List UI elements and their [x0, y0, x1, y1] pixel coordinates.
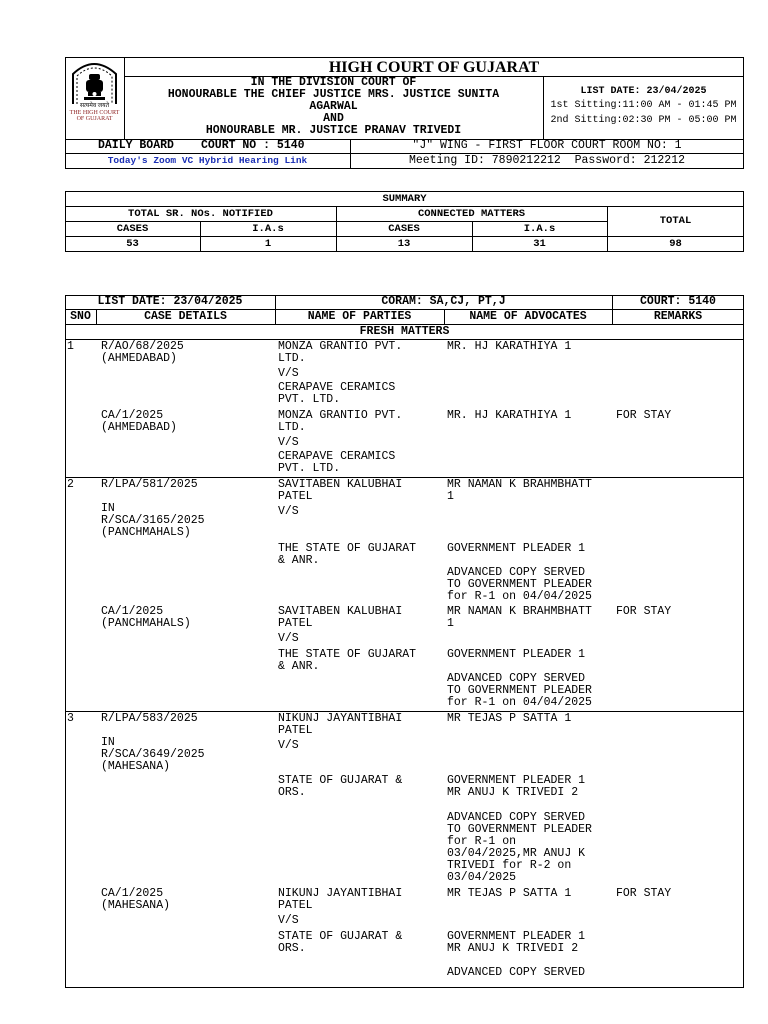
entry-2-connected: IN R/SCA/3165/2025 (PANCHMAHALS): [101, 502, 205, 539]
summary-line-1: [65, 206, 744, 207]
list-coram: CORAM: SA,CJ, PT,J: [381, 295, 506, 308]
entry-2a-remarks: FOR STAY: [616, 605, 672, 618]
summary-total-header: TOTAL: [659, 215, 692, 227]
entry-3-respondent: STATE OF GUJARAT & ORS.: [278, 774, 403, 799]
summary-ias-value: 1: [264, 238, 272, 250]
summary-conn-ias-value: 31: [533, 238, 546, 250]
entry-3-case: R/LPA/583/2025: [101, 712, 198, 725]
entry-2-vs: V/S: [278, 505, 299, 518]
entry-3-advocate-1: MR TEJAS P SATTA 1: [447, 712, 572, 725]
entry-1a-remarks: FOR STAY: [616, 409, 672, 422]
entry-2-petitioner: SAVITABEN KALUBHAI PATEL: [278, 478, 403, 503]
entry-2a-vs: V/S: [278, 632, 299, 645]
header-list-date: LIST DATE: 23/04/2025: [580, 86, 707, 97]
summary-ias-header: I.A.s: [252, 223, 284, 235]
entry-3a-respondent: STATE OF GUJARAT & ORS.: [278, 930, 403, 955]
summary-connected: CONNECTED MATTERS: [417, 208, 526, 220]
entry-2a-case: CA/1/2025 (PANCHMAHALS): [101, 605, 191, 630]
entry-3a-case: CA/1/2025 (MAHESANA): [101, 887, 171, 912]
list-date: LIST DATE: 23/04/2025: [97, 295, 243, 308]
summary-line-3: [65, 236, 744, 237]
col-header-advocates: NAME OF ADVOCATES: [469, 310, 587, 323]
entry-3-advocate-2: GOVERNMENT PLEADER 1 MR ANUJ K TRIVEDI 2: [447, 774, 586, 799]
entry-3-service-note: ADVANCED COPY SERVED TO GOVERNMENT PLEADER for R-1 on 03/04/2025,MR ANUJ K TRIVEDI for R-2 on 03/04/2025: [447, 811, 592, 884]
entry-3-connected: IN R/SCA/3649/2025 (MAHESANA): [101, 736, 205, 773]
entry-1a-respondent: CERAPAVE CERAMICS PVT. LTD.: [278, 450, 396, 475]
summary-cases-header: CASES: [116, 223, 149, 235]
court-number: COURT NO : 5140: [201, 139, 305, 152]
entry-1a-case: CA/1/2025 (AHMEDABAD): [101, 409, 177, 434]
entry-2-respondent: THE STATE OF GUJARAT & ANR.: [278, 542, 417, 567]
entry-2-case: R/LPA/581/2025: [101, 478, 198, 491]
summary-total-value: 98: [669, 238, 682, 250]
entry-2-service-note: ADVANCED COPY SERVED TO GOVERNMENT PLEADER for R-1 on 04/04/2025: [447, 566, 592, 603]
entry-3a-remarks: FOR STAY: [616, 887, 672, 900]
entry-1a-vs: V/S: [278, 436, 299, 449]
emblem-icon: [67, 60, 122, 106]
bench-line-4: AND: [323, 112, 344, 125]
first-sitting: 1st Sitting:11:00 AM - 01:45 PM: [550, 100, 737, 111]
entry-1-case: R/AO/68/2025 (AHMEDABAD): [101, 340, 184, 365]
entry-1a-advocate: MR. HJ KARATHIYA 1: [447, 409, 572, 422]
entry-2a-petitioner: SAVITABEN KALUBHAI PATEL: [278, 605, 403, 630]
bench-line-3: AGARWAL: [309, 100, 358, 113]
entry-3a-service-note: ADVANCED COPY SERVED: [447, 966, 586, 979]
logo-caption-2: OF GUJARAT: [76, 116, 113, 122]
col-header-remarks: REMARKS: [653, 310, 703, 323]
entry-3a-petitioner: NIKUNJ JAYANTIBHAI PATEL: [278, 887, 403, 912]
logo-caption-1: THE HIGH COURT: [69, 110, 120, 116]
fresh-matters-heading: FRESH MATTERS: [359, 325, 450, 338]
bench-line-5: HONOURABLE MR. JUSTICE PRANAV TRIVEDI: [205, 124, 462, 137]
entry-1-vs: V/S: [278, 367, 299, 380]
entry-2a-respondent: THE STATE OF GUJARAT & ANR.: [278, 648, 417, 673]
entry-2a-advocate-1: MR NAMAN K BRAHMBHATT 1: [447, 605, 592, 630]
col-header-parties: NAME OF PARTIES: [307, 310, 412, 323]
bench-line-2: HONOURABLE THE CHIEF JUSTICE MRS. JUSTICE SUNITA: [167, 88, 500, 101]
zoom-hearing-link[interactable]: Today's Zoom VC Hybrid Hearing Link: [107, 155, 308, 166]
entry-1-petitioner: MONZA GRANTIO PVT. LTD.: [278, 340, 403, 365]
meeting-credentials: Meeting ID: 7890212212 Password: 212212: [408, 154, 686, 167]
second-sitting: 2nd Sitting:02:30 PM - 05:00 PM: [550, 115, 737, 126]
entry-1a-petitioner: MONZA GRANTIO PVT. LTD.: [278, 409, 403, 434]
entry-3-sno: 3: [67, 712, 74, 725]
entry-2a-service-note: ADVANCED COPY SERVED TO GOVERNMENT PLEADER for R-1 on 04/04/2025: [447, 672, 592, 709]
summary-conn-ias-header: I.A.s: [523, 223, 556, 235]
court-emblem-logo: [67, 60, 122, 128]
entry-1-sno: 1: [67, 340, 74, 353]
entry-3-petitioner: NIKUNJ JAYANTIBHAI PATEL: [278, 712, 403, 737]
entry-3-vs: V/S: [278, 739, 299, 752]
summary-cases-value: 53: [126, 238, 139, 250]
bench-line-1: IN THE DIVISION COURT OF: [250, 76, 417, 89]
col-header-sno: SNO: [70, 310, 91, 323]
summary-conn-cases-header: CASES: [388, 223, 420, 235]
entry-3a-advocate-2: GOVERNMENT PLEADER 1 MR ANUJ K TRIVEDI 2: [447, 930, 586, 955]
wing-court-room: "J" WING - FIRST FLOOR COURT ROOM NO: 1: [412, 139, 682, 152]
col-header-case-details: CASE DETAILS: [144, 310, 227, 323]
summary-total-notified: TOTAL SR. NOs. NOTIFIED: [128, 208, 273, 220]
summary-conn-cases-value: 13: [397, 238, 411, 250]
court-title: HIGH COURT OF GUJARAT: [328, 59, 540, 76]
cause-list-table: [65, 295, 744, 988]
entry-1-advocate: MR. HJ KARATHIYA 1: [447, 340, 572, 353]
entry-1-respondent: CERAPAVE CERAMICS PVT. LTD.: [278, 381, 396, 406]
list-court: COURT: 5140: [640, 295, 716, 308]
entry-3a-advocate-1: MR TEJAS P SATTA 1: [447, 887, 572, 900]
entry-3a-vs: V/S: [278, 914, 299, 927]
daily-board-label: DAILY BOARD: [98, 139, 174, 152]
entry-2-sno: 2: [67, 478, 74, 491]
entry-2-advocate-2: GOVERNMENT PLEADER 1: [447, 542, 586, 555]
logo-motto: सत्यमेव जयते: [79, 103, 110, 109]
entry-2a-advocate-2: GOVERNMENT PLEADER 1: [447, 648, 586, 661]
summary-title: SUMMARY: [382, 193, 427, 205]
entry-2-advocate-1: MR NAMAN K BRAHMBHATT 1: [447, 478, 592, 503]
